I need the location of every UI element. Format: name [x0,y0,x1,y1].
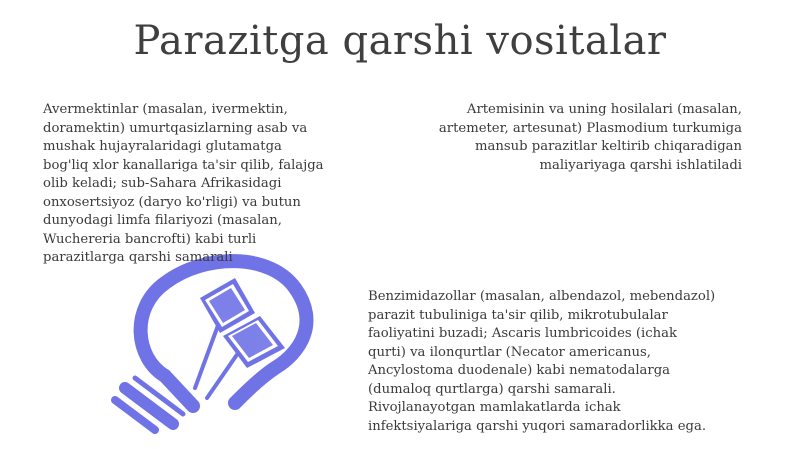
page-title: Parazitga qarshi vositalar [133,18,667,64]
artemisinin-text: Artemisinin va uning hosilalari (masalan, artemeter, artesunat) Plasmodium turkumiga mansub parazitlar keltirib chiqaradigan maliyariyaga qarshi ishlatiladi [438,102,742,173]
avermectins-text: Avermektinlar (masalan, ivermektin, doramektin) umurtqasizlarning asab va mushak hujayralaridagi glutamatga bog'liq xlor kanallariga ta'sir qilib, falajga olib keladi; sub-Sahara Afrikasidagi onxosertsiyoz (daryo ko'rligi) va butun dunyodagi limfa filariyozi (masalan, Wuchereria bancrofti) kabi turli parazitlarga qarshi samarali [43,102,324,265]
benzimidazoles-text: Benzimidazollar (masalan, albendazol, mebendazol) parazit tubuliniga ta'sir qilib, mikrotubulalar faoliyatini buzadi; Ascaris lumbricoides (ichak qurti) va ilonqurtlar (Necator americanus, Ancylostoma duodenale) kabi nematodalarga (dumaloq qurtlarga) qarshi samarali. Rivojlanayotgan mamlakatlarda ichak infektsiyalariga qarshi yuqori samaradorlikka ega. [368,289,716,434]
